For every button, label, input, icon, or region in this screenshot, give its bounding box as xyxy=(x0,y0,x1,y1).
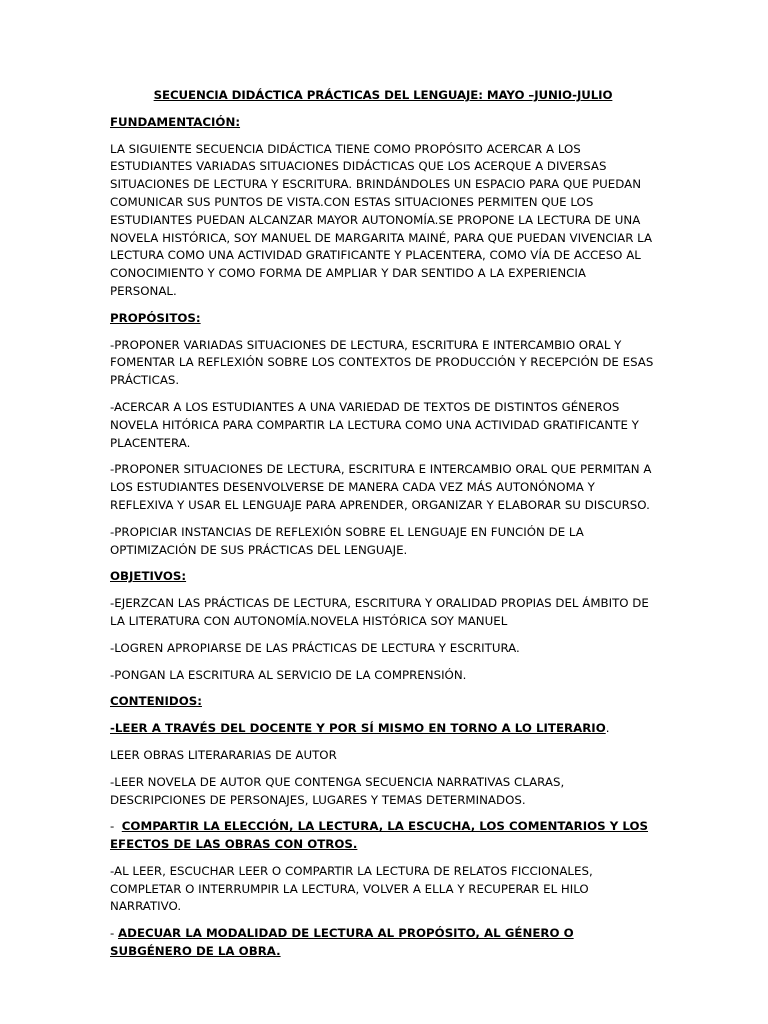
contenido-subheading-leer-text: -LEER A TRAVÉS DEL DOCENTE Y POR SÍ MISMO EN TORNO A LO LITERARIO xyxy=(110,721,606,736)
objetivo-item: -PONGAN LA ESCRITURA AL SERVICIO DE LA COMPRENSIÓN. xyxy=(110,667,467,682)
contenido-subheading-leer-tail: . xyxy=(605,721,610,736)
contenido-subheading-compartir xyxy=(110,818,656,854)
contenido-subheading-leer xyxy=(110,720,656,738)
proposito-item: -PROPONER VARIADAS SITUACIONES DE LECTURA, ESCRITURA E INTERCAMBIO ORAL Y FOMENTAR LA REFLEXIÓN SOBRE LOS CONTEXTOS DE PRODUCCIÓN Y RECEPCIÓN DE ESAS PRÁCTICAS. xyxy=(110,337,654,388)
contenido-subheading-adecuar xyxy=(110,925,656,961)
document-page xyxy=(110,87,656,970)
contenido-line-al-leer: -AL LEER, ESCUCHAR LEER O COMPARTIR LA LECTURA DE RELATOS FICCIONALES, COMPLETAR O INTERRUMPIR LA LECTURA, VOLVER A ELLA Y RECUPERAR EL HILO NARRATIVO. xyxy=(110,863,593,914)
proposito-item: -ACERCAR A LOS ESTUDIANTES A UNA VARIEDAD DE TEXTOS DE DISTINTOS GÉNEROS NOVELA HITÓRICA PARA COMPARTIR LA LECTURA COMO UNA ACTIVIDAD GRATIFICANTE Y PLACENTERA. xyxy=(110,399,639,450)
contenido-line-obras: LEER OBRAS LITERARARIAS DE AUTOR xyxy=(110,747,337,762)
fundamentacion-text: LA SIGUIENTE SECUENCIA DIDÁCTICA TIENE COMO PROPÓSITO ACERCAR A LOS ESTUDIANTES VARIADAS SITUACIONES DIDÁCTICAS QUE LOS ACERQUE A DIVERSAS SITUACIONES DE LECTURA Y ESCRITURA. BRINDÁNDOLES UN ESPACIO PARA QUE PUEDAN COMUNICAR SUS PUNTOS DE VISTA.CON ESTAS SITUACIONES PERMITEN QUE LOS ESTUDIANTES PUEDAN ALCANZAR MAYOR AUTONOMÍA.SE PROPONE LA LECTURA DE UNA NOVELA HISTÓRICA, SOY MANUEL DE MARGARITA MAINÉ, PARA QUE PUEDAN VIVENCIAR LA LECTURA COMO UNA ACTIVIDAD GRATIFICANTE Y PLACENTERA, COMO VÍA DE ACCESO AL CONOCIMIENTO Y COMO FORMA DE AMPLIAR Y DAR SENTIDO A LA EXPERIENCIA PERSONAL. xyxy=(110,141,653,298)
proposito-item: -PROPICIAR INSTANCIAS DE REFLEXIÓN SOBRE EL LENGUAJE EN FUNCIÓN DE LA OPTIMIZACIÓN DE SUS PRÁCTICAS DEL LENGUAJE. xyxy=(110,524,584,557)
contenido-subheading-adecuar-prefix: - xyxy=(110,926,119,941)
contenido-subheading-compartir-text: COMPARTIR LA ELECCIÓN, LA LECTURA, LA ESCUCHA, LOS COMENTARIOS Y LOS EFECTOS DE LAS OBRAS CON OTROS. xyxy=(110,819,649,852)
contenido-subheading-adecuar-text: ADECUAR LA MODALIDAD DE LECTURA AL PROPÓSITO, AL GÉNERO O SUBGÉNERO DE LA OBRA. xyxy=(110,926,574,959)
objetivo-item: -LOGREN APROPIARSE DE LAS PRÁCTICAS DE LECTURA Y ESCRITURA. xyxy=(110,640,520,655)
heading-contenidos: CONTENIDOS: xyxy=(110,694,202,709)
objetivo-item: -EJERZCAN LAS PRÁCTICAS DE LECTURA, ESCRITURA Y ORALIDAD PROPIAS DEL ÁMBITO DE LA LITERATURA CON AUTONOMÍA.NOVELA HISTÓRICA SOY MANUEL xyxy=(110,596,649,628)
contenido-subheading-compartir-prefix: - xyxy=(110,819,122,834)
document-title: SECUENCIA DIDÁCTICA PRÁCTICAS DEL LENGUAJE: MAYO –JUNIO-JULIO xyxy=(153,88,613,102)
heading-fundamentacion: FUNDAMENTACIÓN: xyxy=(110,114,241,129)
proposito-item: -PROPONER SITUACIONES DE LECTURA, ESCRITURA E INTERCAMBIO ORAL QUE PERMITAN A LOS ESTUDIANTES DESENVOLVERSE DE MANERA CADA VEZ MÁS AUTONÓNOMA Y REFLEXIVA Y USAR EL LENGUAJE PARA APRENDER, ORGANIZAR Y ELABORAR SU DISCURSO. xyxy=(110,462,652,512)
heading-propositos: PROPÓSITOS: xyxy=(110,310,201,325)
contenido-line-novela: -LEER NOVELA DE AUTOR QUE CONTENGA SECUENCIA NARRATIVAS CLARAS, DESCRIPCIONES DE PERSONAJES, LUGARES Y TEMAS DETERMINADOS. xyxy=(110,774,565,807)
heading-objetivos: OBJETIVOS: xyxy=(110,569,187,584)
